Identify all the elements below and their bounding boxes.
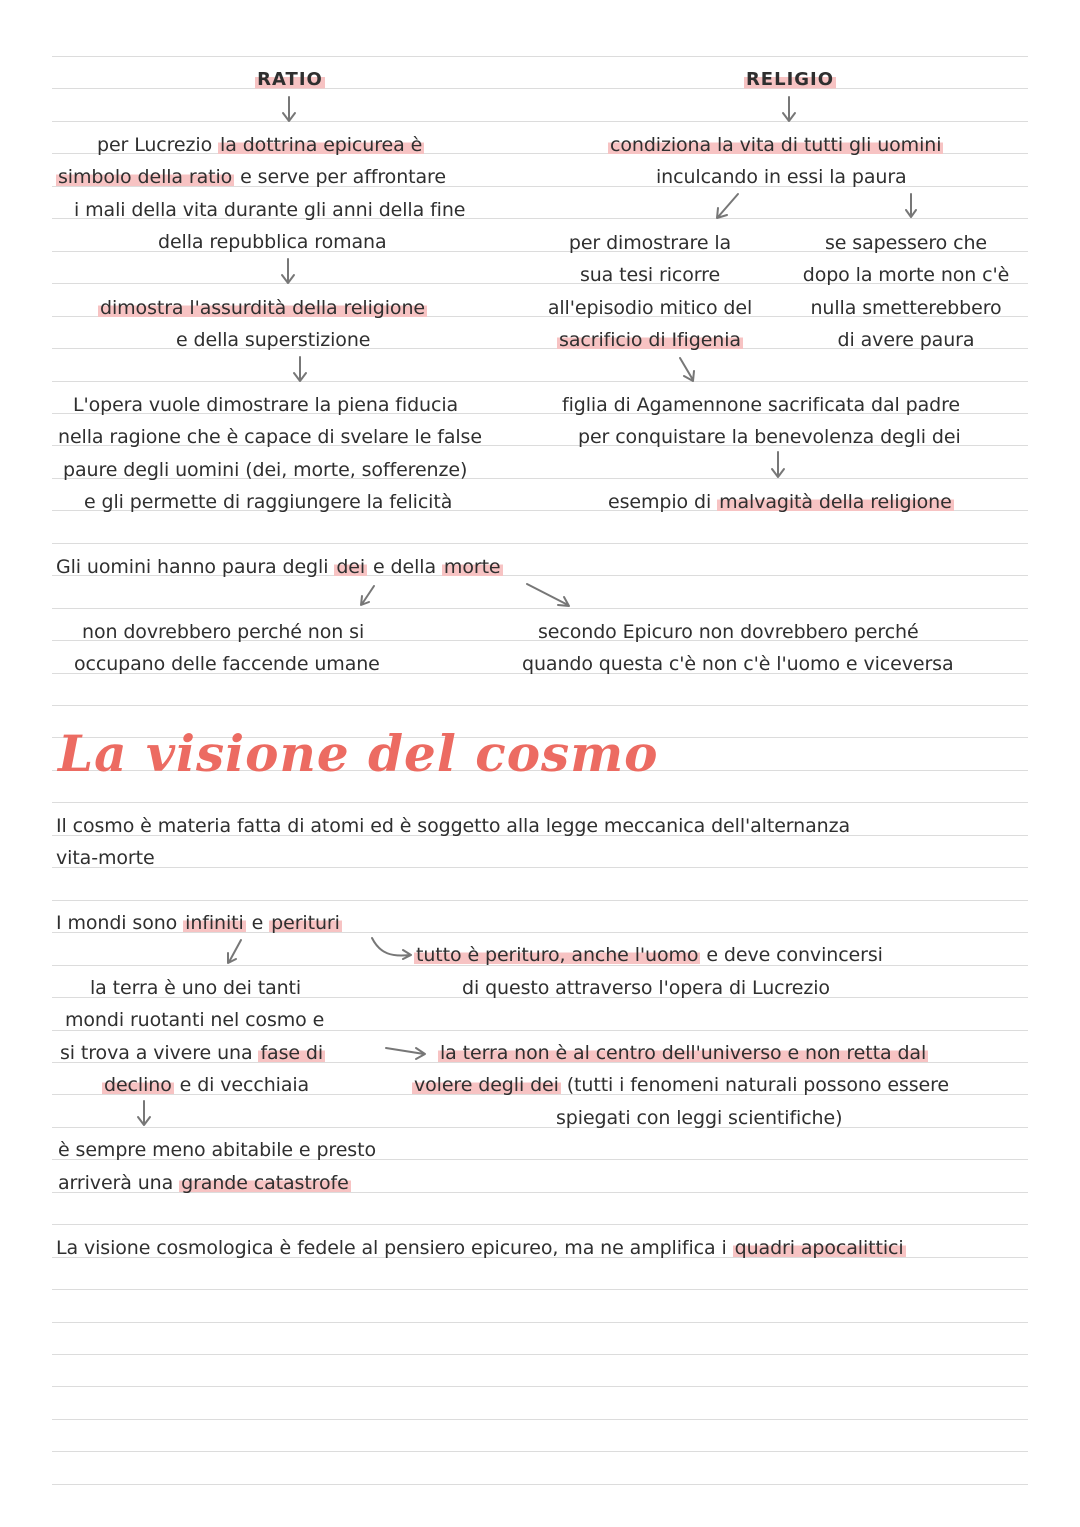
habitable-line2: arriverà una grande catastrofe [58,1172,349,1194]
ruled-line [52,900,1028,901]
ruled-line [52,608,1028,609]
worlds-line: I mondi sono infiniti e perituri [56,912,340,934]
fear-right-line2: quando questa c'è non c'è l'uomo e viceversa [522,653,954,675]
perituro-line1: tutto è perituro, anche l'uomo e deve convincersi [416,944,883,966]
ruled-line [52,1127,1028,1128]
earth-line2: mondi ruotanti nel cosmo e [65,1009,325,1031]
perituro-line2: di questo attraverso l'opera di Lucrezio [462,977,830,999]
section-title: La visione del cosmo [58,724,659,783]
religio-line1: condiziona la vita di tutti gli uomini [610,134,942,156]
ratio-superstizione: e della superstizione [176,329,371,351]
sapessero-line1: se sapessero che [824,232,988,254]
ruled-line [52,56,1028,57]
agamennone-line1: figlia di Agamennone sacrificata dal padre [562,394,960,416]
ratio-opera-line1: L'opera vuole dimostrare la piena fiducia [73,394,459,416]
sapessero-line4: di avere paura [837,329,975,351]
sapessero-line3: nulla smetterebbero [810,297,1002,319]
fear-heading: Gli uomini hanno paura degli dei e della morte [56,556,501,578]
ratio-assurdita: dimostra l'assurdità della religione [100,297,425,319]
ratio-opera-line3: paure degli uomini (dei, morte, sofferenze) [63,459,468,481]
ratio-opera-line4: e gli permette di raggiungere la felicità [84,491,453,513]
ratio-heading: RATIO [257,69,323,90]
center-line1: la terra non è al centro dell'universo e non retta dal [440,1042,927,1064]
agamennone-line2: per conquistare la benevolenza degli dei [578,426,961,448]
ratio-line3: i mali della vita durante gli anni della fine [74,199,466,221]
ruled-line [52,802,1028,803]
ifigenia-line4: sacrificio di Ifigenia [559,329,741,351]
ifigenia-line1: per dimostrare la [568,232,732,254]
earth-line1: la terra è uno dei tanti [90,977,302,999]
ruled-line [52,1322,1028,1323]
ruled-line [52,1289,1028,1290]
ruled-line [52,1224,1028,1225]
ruled-line [52,1419,1028,1420]
center-line2: volere degli dei (tutti i fenomeni naturali possono essere [414,1074,949,1096]
fear-left-line2: occupano delle faccende umane [74,653,380,675]
center-line3: spiegati con leggi scientifiche) [556,1107,843,1129]
ruled-line [52,1386,1028,1387]
ruled-line [52,1451,1028,1452]
habitable-line1: è sempre meno abitabile e presto [58,1139,376,1161]
ratio-line4: della repubblica romana [158,231,387,253]
ruled-line [52,705,1028,706]
ratio-line2: simbolo della ratio e serve per affrontare [58,166,446,188]
earth-line3: si trova a vivere una fase di [60,1042,324,1064]
sapessero-line2: dopo la morte non c'è [802,264,1010,286]
ruled-line [52,543,1028,544]
cosmo-intro-line1: Il cosmo è materia fatta di atomi ed è soggetto alla legge meccanica dell'alternanza [56,815,851,837]
ruled-line [52,1484,1028,1485]
ratio-line1: per Lucrezio la dottrina epicurea è [97,134,423,156]
cosmo-intro-line2: vita-morte [56,847,155,869]
earth-line4: declino e di vecchiaia [104,1074,310,1096]
fear-right-line1: secondo Epicuro non dovrebbero perché [538,621,919,643]
ifigenia-line3: all'episodio mitico del [547,297,753,319]
ruled-line [52,381,1028,382]
ruled-line [52,1354,1028,1355]
fear-left-line1: non dovrebbero perché non si [82,621,365,643]
malvagita-line: esempio di malvagità della religione [608,491,952,513]
religio-line2: inculcando in essi la paura [656,166,907,188]
conclusion-line: La visione cosmologica è fedele al pensiero epicureo, ma ne amplifica i quadri apocalittici [56,1237,904,1259]
ruled-line [52,867,1028,868]
ratio-opera-line2: nella ragione che è capace di svelare le false [58,426,482,448]
ruled-line [52,121,1028,122]
ifigenia-line2: sua tesi ricorre [579,264,721,286]
religio-heading: RELIGIO [745,69,835,90]
